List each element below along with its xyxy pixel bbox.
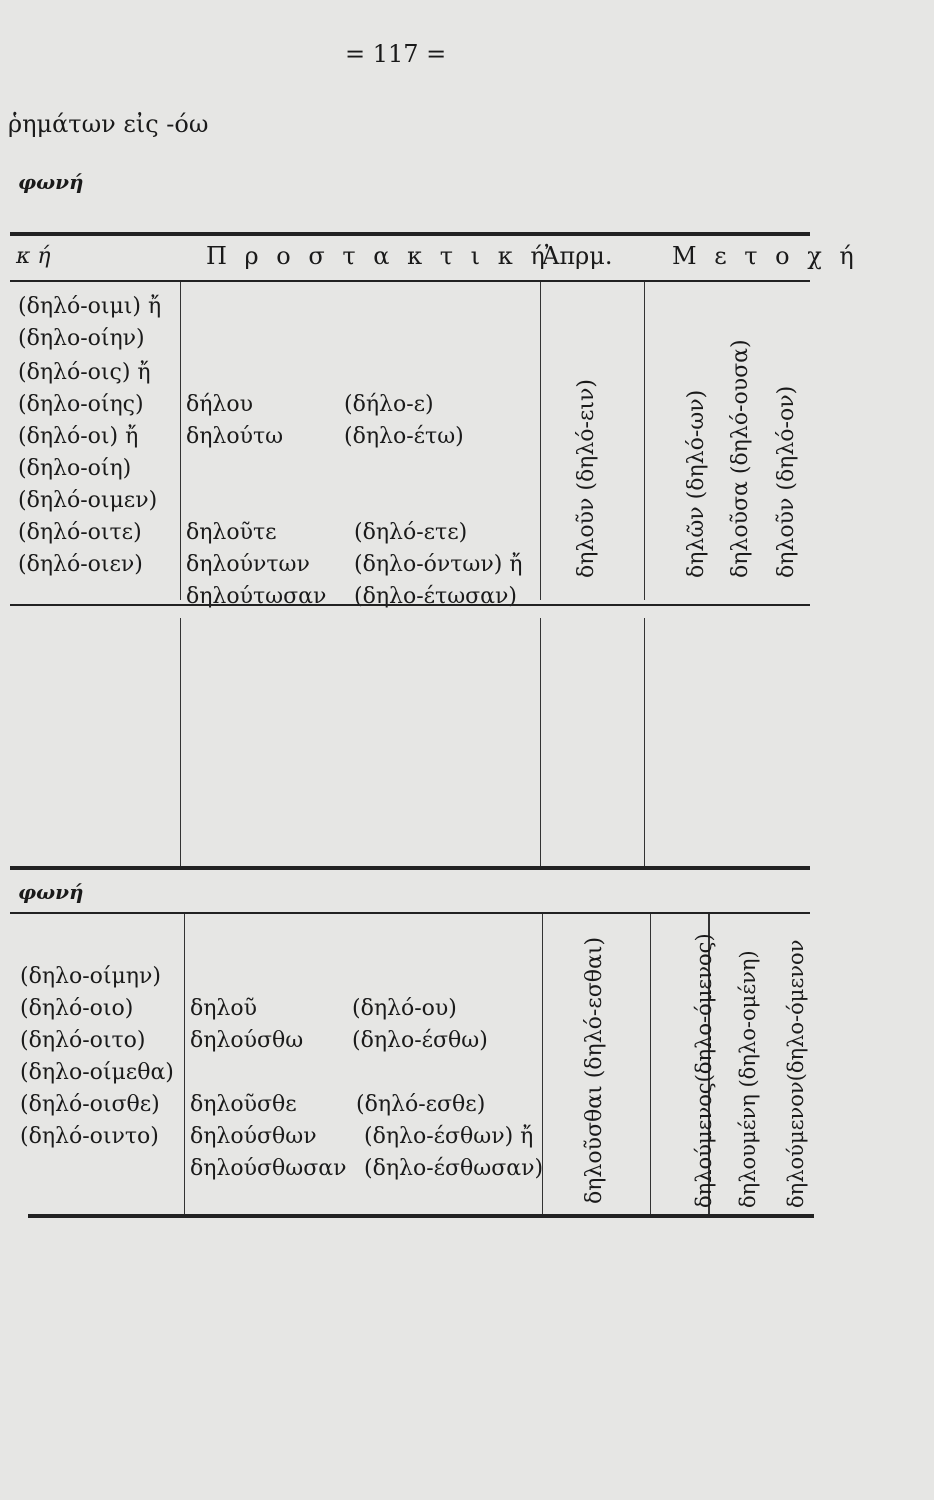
active-infinitive: δηλοῦν (δηλό-ειν) bbox=[574, 379, 599, 578]
middle-bottom-rule bbox=[28, 1214, 814, 1218]
middle-col-divider-1 bbox=[184, 914, 185, 1214]
middle-imperative-5-uncontracted: (δηλο-έσθωσαν) bbox=[364, 1156, 544, 1181]
middle-participle-feminine: δηλουμένη (δηλο-ομένη) bbox=[736, 950, 760, 1208]
middle-imperative-5: δηλούσθωσαν bbox=[190, 1156, 347, 1181]
col-header-mood-fragment: κ ή bbox=[16, 244, 51, 269]
middle-optative-4: (δηλο-οίμεθα) bbox=[20, 1060, 174, 1085]
middle-imperative-3-uncontracted: (δηλό-εσθε) bbox=[356, 1092, 486, 1117]
active-optative-4: (δηλο-οίης) bbox=[18, 392, 144, 417]
active-optative-3: (δηλό-οις) ἤ bbox=[18, 360, 151, 385]
middle-imperative-4-uncontracted: (δηλο-έσθων) ἤ bbox=[364, 1124, 534, 1149]
col-header-participle: Μ ε τ ο χ ή bbox=[672, 242, 859, 270]
active-imperative-2-uncontracted: (δηλο-έτω) bbox=[344, 424, 464, 449]
middle-participle-masculine: δηλούμενος(δηλο-όμενος) bbox=[692, 933, 716, 1208]
empty-col-divider-3 bbox=[644, 618, 645, 870]
active-optative-9: (δηλό-οιεν) bbox=[18, 552, 143, 577]
empty-col-divider-1 bbox=[180, 618, 181, 870]
active-participle-masculine: δηλῶν (δηλό-ων) bbox=[684, 389, 709, 578]
active-imperative-1: δήλου bbox=[186, 392, 253, 417]
active-col-divider-3 bbox=[644, 282, 645, 600]
active-voice-label: φωνή bbox=[18, 170, 84, 194]
middle-imperative-2-uncontracted: (δηλο-έσθω) bbox=[352, 1028, 488, 1053]
active-imperative-4: δηλούντων bbox=[186, 552, 310, 577]
active-imperative-3-uncontracted: (δηλό-ετε) bbox=[354, 520, 468, 545]
active-optative-8: (δηλό-οιτε) bbox=[18, 520, 142, 545]
middle-optative-5: (δηλό-οισθε) bbox=[20, 1092, 160, 1117]
middle-optative-2: (δηλό-οιο) bbox=[20, 996, 134, 1021]
active-optative-7: (δηλό-οιμεν) bbox=[18, 488, 158, 513]
active-participle-neuter: δηλοῦν (δηλό-ον) bbox=[774, 385, 799, 578]
middle-top-rule bbox=[10, 866, 810, 870]
active-imperative-3: δηλοῦτε bbox=[186, 520, 277, 545]
middle-imperative-1: δηλοῦ bbox=[190, 996, 257, 1021]
middle-voice-label: φωνή bbox=[18, 880, 84, 904]
section-heading: ῥημάτων εἰς -όω bbox=[8, 110, 209, 138]
middle-imperative-3: δηλοῦσθε bbox=[190, 1092, 297, 1117]
active-col-divider-2 bbox=[540, 282, 541, 600]
active-optative-5: (δηλό-οι) ἤ bbox=[18, 424, 139, 449]
col-header-infinitive: Ἀπρμ. bbox=[542, 242, 613, 270]
active-participle-feminine: δηλοῦσα (δηλό-ουσα) bbox=[728, 339, 753, 578]
active-col-divider-1 bbox=[180, 282, 181, 600]
active-imperative-5: δηλούτωσαν bbox=[186, 584, 327, 609]
empty-col-divider-2 bbox=[540, 618, 541, 870]
middle-header-rule bbox=[10, 912, 810, 914]
active-header-rule bbox=[10, 280, 810, 282]
active-top-rule bbox=[10, 232, 810, 236]
middle-imperative-1-uncontracted: (δηλό-ου) bbox=[352, 996, 457, 1021]
middle-participle-neuter: δηλούμενον(δηλο-όμενον bbox=[784, 939, 808, 1208]
active-imperative-4-uncontracted: (δηλο-όντων) ἤ bbox=[354, 552, 523, 577]
active-imperative-2: δηλούτω bbox=[186, 424, 284, 449]
middle-infinitive: δηλοῦσθαι (δηλό-εσθαι) bbox=[582, 936, 607, 1204]
active-optative-6: (δηλο-οίη) bbox=[18, 456, 132, 481]
active-optative-2: (δηλο-οίην) bbox=[18, 326, 145, 351]
middle-optative-6: (δηλό-οιντο) bbox=[20, 1124, 159, 1149]
page-number: = 117 = bbox=[345, 40, 447, 68]
active-imperative-5-uncontracted: (δηλο-έτωσαν) bbox=[354, 584, 517, 609]
middle-col-divider-3 bbox=[650, 914, 651, 1214]
active-imperative-1-uncontracted: (δήλο-ε) bbox=[344, 392, 434, 417]
middle-imperative-4: δηλούσθων bbox=[190, 1124, 317, 1149]
col-header-imperative: Π ρ ο σ τ α κ τ ι κ ή bbox=[206, 242, 550, 270]
active-bottom-rule bbox=[10, 604, 810, 606]
middle-optative-1: (δηλο-οίμην) bbox=[20, 964, 161, 989]
middle-imperative-2: δηλούσθω bbox=[190, 1028, 304, 1053]
active-optative-1: (δηλό-οιμι) ἤ bbox=[18, 294, 162, 319]
middle-optative-3: (δηλό-οιτο) bbox=[20, 1028, 146, 1053]
